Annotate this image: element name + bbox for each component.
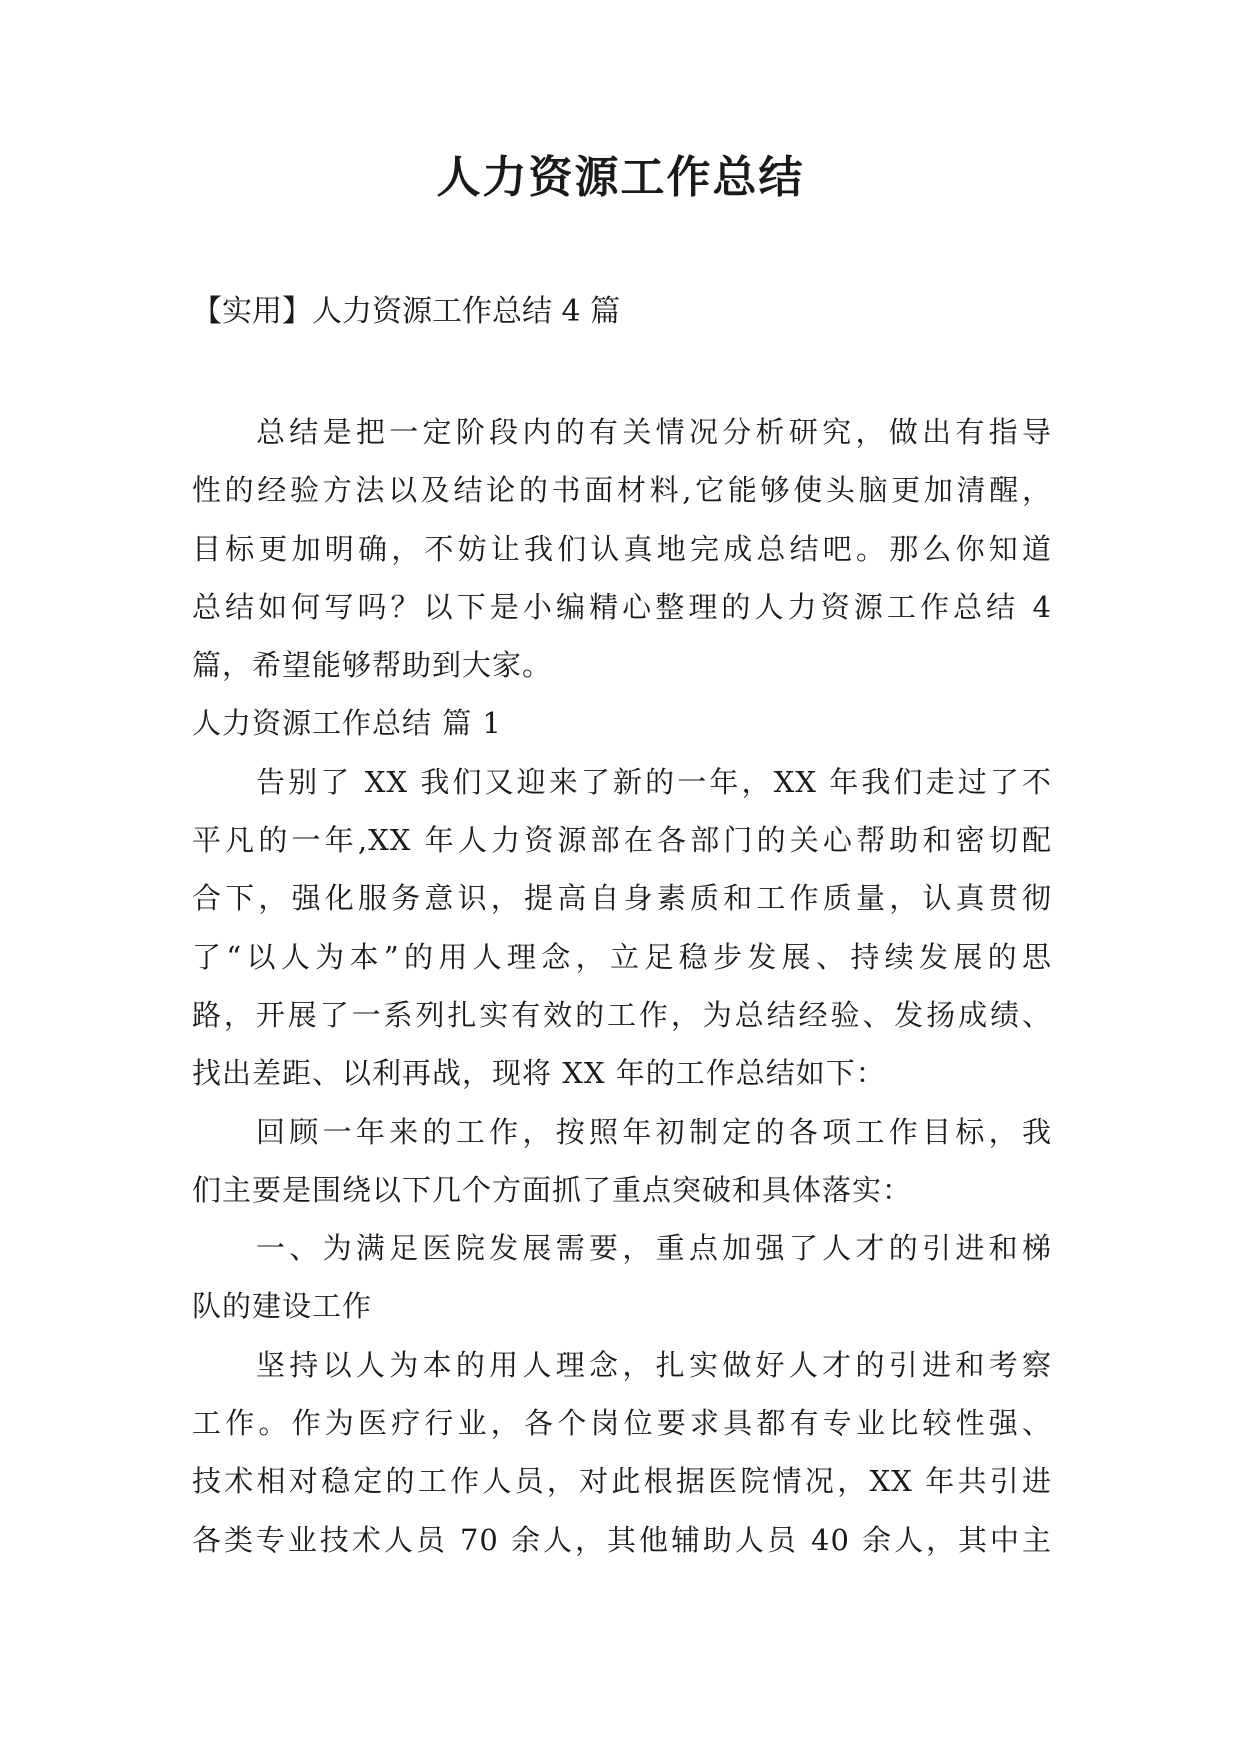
body-line: 告别了 XX 我们又迎来了新的一年，XX 年我们走过了不	[256, 764, 1052, 799]
body-line: 路，开展了一系列扎实有效的工作，为总结经验、发扬成绩、	[192, 997, 1052, 1032]
body-line: 队的建设工作	[192, 1289, 373, 1324]
body-line: 了“以人为本”的用人理念，立足稳步发展、持续发展的思	[192, 939, 1052, 974]
document-body	[192, 403, 1052, 1569]
document-title: 人力资源工作总结	[436, 152, 805, 203]
body-line: 找出差距、以利再战，现将 XX 年的工作总结如下：	[192, 1056, 886, 1091]
body-line: 篇，希望能够帮助到大家。	[192, 648, 553, 683]
body-line: 总结是把一定阶段内的有关情况分析研究，做出有指导	[256, 415, 1052, 449]
body-line: 性的经验方法以及结论的书面材料,它能够使头脑更加清醒，	[192, 473, 1052, 508]
document-subtitle: 【实用】人力资源工作总结 4 篇	[192, 294, 621, 329]
body-line: 合下，强化服务意识，提高自身素质和工作质量，认真贯彻	[192, 881, 1052, 916]
body-line: 坚持以人为本的用人理念，扎实做好人才的引进和考察	[256, 1347, 1052, 1382]
body-line: 平凡的一年,XX 年人力资源部在各部门的关心帮助和密切配	[192, 823, 1052, 858]
body-line: 目标更加明确，不妨让我们认真地完成总结吧。那么你知道	[192, 531, 1052, 566]
body-line: 们主要是围绕以下几个方面抓了重点突破和具体落实：	[192, 1172, 913, 1207]
section-heading: 人力资源工作总结 篇 1	[192, 706, 502, 741]
body-line: 工作。作为医疗行业，各个岗位要求具都有专业比较性强、	[192, 1406, 1052, 1441]
body-line: 技术相对稳定的工作人员，对此根据医院情况，XX 年共引进	[192, 1464, 1052, 1499]
body-line: 回顾一年来的工作，按照年初制定的各项工作目标，我	[256, 1114, 1052, 1149]
body-line: 一、为满足医院发展需要，重点加强了人才的引进和梯	[256, 1231, 1052, 1266]
body-line: 各类专业技术人员 70 余人，其他辅助人员 40 余人，其中主	[192, 1522, 1052, 1557]
body-line: 总结如何写吗？以下是小编精心整理的人力资源工作总结 4	[192, 589, 1052, 624]
